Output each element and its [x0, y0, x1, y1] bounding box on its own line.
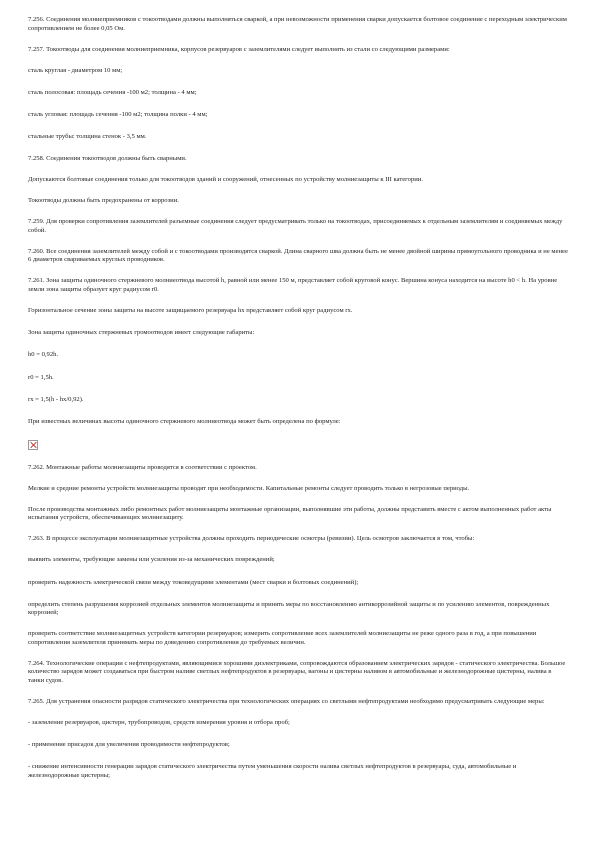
paragraph: сталь круглая - диаметром 10 мм;	[28, 66, 123, 74]
paragraph: При известных величинах высоты одиночного стержневого молниеотвода может быть определена по формуле:	[28, 417, 341, 425]
paragraph: 7.257. Токоотводы для соединения молниеприемника, корпусов резервуаров с заземлителями следует выполнять из стали со следующими размерами:	[28, 45, 450, 53]
formula-line: rx = 1,5(h - hx/0,92).	[28, 395, 84, 403]
paragraph: Допускаются болтовые соединения только для токоотводов зданий и сооружений, отнесенных по устройству молниезащиты к III категории.	[28, 176, 423, 184]
document-page	[28, 16, 568, 793]
paragraph: 7.261. Зона защиты одиночного стержневого молниеотвода высотой h, равной или менее 150 м, представляет собой круговой конус. Вершина конуса находится на высоте h0 < h. На уровне земли зона защиты образует круг радиусом r0.	[28, 277, 558, 294]
paragraph: После производства монтажных либо ремонтных работ молниезащиты монтажные организации, выполнявшие эти работы, должны представить вместе с актом выполненных работ акты испытания устройств, обеспечивающих молниезащиту.	[28, 505, 552, 522]
formula-line: r0 = 1,5h.	[28, 373, 54, 381]
broken-image-icon	[28, 440, 38, 450]
paragraph: 7.262. Монтажные работы молниезащиты проводятся в соответствии с проектом.	[28, 463, 257, 471]
paragraph: сталь полосовая: площадь сечения -100 м2; толщина - 4 мм;	[28, 88, 197, 96]
paragraph: Зона защиты одиночных стержневых громоотводов имеет следующие габариты:	[28, 329, 255, 337]
paragraph: проверить надежность электрической связи между токоведущими элементами (мест сварки и болтовых соединений);	[28, 578, 359, 586]
paragraph: определить степень разрушения коррозией отдельных элементов молниезащиты и принять меры по восстановлению антикоррозийной защиты и по усилению элементов, поврежденных коррозией;	[28, 600, 550, 617]
paragraph: 7.263. В процессе эксплуатации молниезащитные устройства должны проходить периодические осмотры (ревизии). Цель осмотров заключается в том, чтобы:	[28, 535, 475, 543]
paragraph: 7.258. Соединения токоотводов должны быть сварными.	[28, 155, 187, 163]
paragraph: 7.260. Все соединения заземлителей между собой и с токоотводами производятся сваркой. Длина сварного шва должна быть не менее двойной ширины прямоугольного проводника и не менее 6 диаметров свариваемых круглых проводников.	[28, 247, 568, 264]
list-item: - снижение интенсивности генерации зарядов статического электричества путем уменьшения скорости налива светлых нефтепродуктов в резервуары, суда, автомобильные и железнодорожные цистерны;	[28, 763, 517, 780]
list-item: - заземление резервуаров, цистерн, трубопроводов, средств измерения уровня и отбора проб;	[28, 719, 290, 727]
paragraph: 7.265. Для устранения опасности разрядов статического электричества при технологических операциях со светлыми нефтепродуктами необходимо предусматривать следующие меры:	[28, 698, 545, 706]
paragraph: стальные трубы: толщина стенок - 3,5 мм.	[28, 133, 147, 141]
paragraph: 7.264. Технологические операции с нефтепродуктами, являющимися хорошими диэлектриками, сопровождаются образованием электрических зарядов - статического электричества. Большое количество зарядов может создаваться при быстром наливе светлых нефтепродуктов в резервуары, вагоны и цистерны наливом в автомобильные и железнодорожные цистерны, налива в танки судов.	[28, 659, 566, 685]
paragraph: проверить соответствие молниезащитных устройств категории резервуаров; измерить сопротивление всех заземлителей молниезащиты не реже одного раза в год, а при повышении сопротивления заземлителя принимать меры по доведению сопротивления до требуемых величин.	[28, 630, 537, 646]
paragraph: 7.259. Для проверки сопротивления заземлителей разъемные соединения следует предусматривать только на токоотводах, присоединяемых к отдельным заземлителям и соединяемых между собой.	[28, 218, 563, 234]
paragraph: выявить элементы, требующие замены или усиления из-за механических повреждений;	[28, 556, 275, 564]
paragraph: Горизонтальное сечение зоны защиты на высоте защищаемого резервуара hx представляет собой круг радиусом rx.	[28, 307, 353, 314]
list-item: - применение присадок для увеличения проводимости нефтепродуктов;	[28, 741, 230, 749]
paragraph: Токоотводы должны быть предохранены от коррозии.	[28, 197, 179, 205]
formula-image	[28, 440, 568, 450]
paragraph: сталь угловая: площадь сечения -100 м2; толщина полки - 4 мм;	[28, 110, 208, 118]
paragraph: 7.256. Соединения молниеприемников с токоотводами должны выполняться сваркой, а при невозможности применения сварки допускается болтовое соединение с переходным электрическим сопротивлением не более 0,05 Ом.	[28, 16, 567, 32]
formula-line: h0 = 0,92h.	[28, 351, 59, 359]
paragraph: Мелкие и средние ремонты устройств молниезащиты проводят при необходимости. Капитальные ремонты следует проводить только в негрозовые периоды.	[28, 484, 470, 492]
